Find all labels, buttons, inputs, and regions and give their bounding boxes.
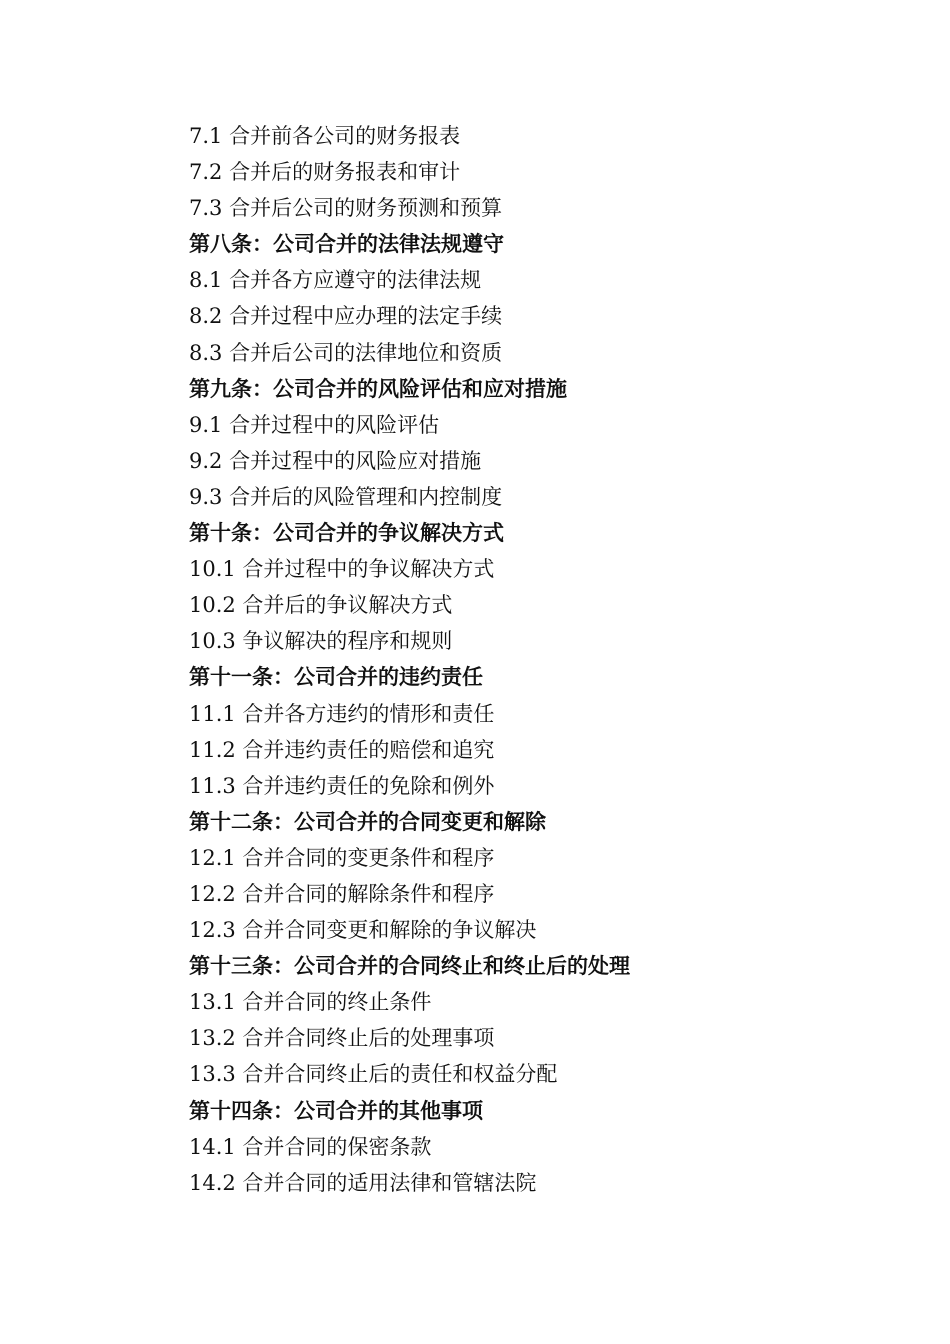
subsection-item: 10.1 合并过程中的争议解决方式 [189,557,495,582]
subsection-item: 13.2 合并合同终止后的处理事项 [189,1026,495,1051]
section-heading: 第八条：公司合并的法律法规遵守 [189,232,504,257]
subsection-item: 12.2 合并合同的解除条件和程序 [189,881,495,906]
section-heading: 第十条：公司合并的争议解决方式 [189,521,504,546]
subsection-item: 7.1 合并前各公司的财务报表 [189,124,461,148]
subsection-item: 9.3 合并后的风险管理和内控制度 [189,484,503,509]
section-heading: 第九条：公司合并的风险评估和应对措施 [189,376,567,401]
subsection-item: 12.1 合并合同的变更条件和程序 [189,845,495,870]
section-heading: 第十四条：公司合并的其他事项 [189,1098,483,1123]
section-heading: 第十三条：公司合并的合同终止和终止后的处理 [189,954,630,979]
subsection-item: 7.3 合并后公司的财务预测和预算 [189,196,503,221]
subsection-item: 7.2 合并后的财务报表和审计 [189,160,461,185]
subsection-item: 14.2 合并合同的适用法律和管辖法院 [189,1170,537,1195]
subsection-item: 8.3 合并后公司的法律地位和资质 [189,340,503,365]
subsection-item: 11.3 合并违约责任的免除和例外 [189,773,495,798]
subsection-item: 11.1 合并各方违约的情形和责任 [189,701,495,726]
subsection-item: 13.3 合并合同终止后的责任和权益分配 [189,1062,558,1087]
section-heading: 第十二条：公司合并的合同变更和解除 [189,809,546,834]
subsection-item: 11.2 合并违约责任的赔偿和追究 [189,737,495,762]
subsection-item: 8.1 合并各方应遵守的法律法规 [189,268,482,293]
subsection-item: 10.2 合并后的争议解决方式 [189,593,453,618]
subsection-item: 13.1 合并合同的终止条件 [189,990,432,1015]
document-body [189,118,889,1201]
subsection-item: 8.2 合并过程中应办理的法定手续 [189,304,503,329]
section-heading: 第十一条：公司合并的违约责任 [189,665,483,690]
subsection-item: 10.3 争议解决的程序和规则 [189,629,453,654]
subsection-item: 14.1 合并合同的保密条款 [189,1134,432,1159]
subsection-item: 9.1 合并过程中的风险评估 [189,412,440,437]
subsection-item: 9.2 合并过程中的风险应对措施 [189,448,482,473]
subsection-item: 12.3 合并合同变更和解除的争议解决 [189,918,537,943]
